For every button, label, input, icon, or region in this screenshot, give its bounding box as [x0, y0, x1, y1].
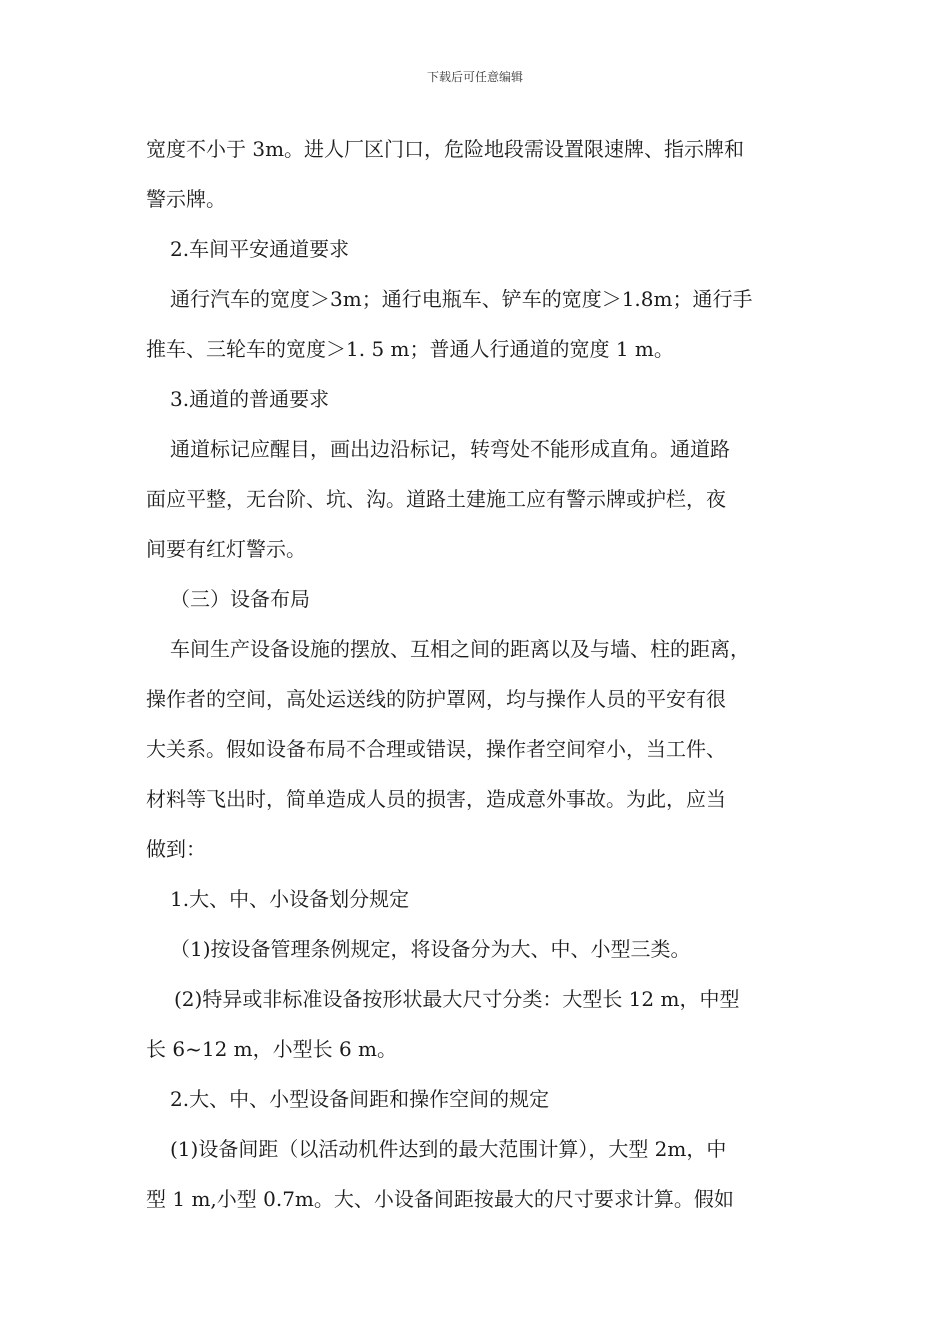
body-line: 大关系。假如设备布局不合理或错误，操作者空间窄小，当工件、: [146, 737, 726, 761]
section-heading: 3.通道的普通要求: [170, 387, 330, 411]
body-line: 操作者的空间，高处运送线的防护罩网，均与操作人员的平安有很: [146, 687, 726, 711]
body-line: 警示牌。: [146, 187, 226, 211]
body-line: 材料等飞出时，简单造成人员的损害，造成意外事故。为此，应当: [146, 787, 726, 811]
body-line: 长 6~12 m，小型长 6 m。: [146, 1037, 398, 1061]
body-line: 车间生产设备设施的摆放、互相之间的距离以及与墙、柱的距离，: [170, 637, 750, 661]
document-body: [146, 130, 826, 1230]
body-line: 通行汽车的宽度＞3m；通行电瓶车、铲车的宽度＞1.8m；通行手: [170, 287, 753, 311]
body-line: 型 1 m,小型 0.7m。大、小设备间距按最大的尺寸要求计算。假如: [146, 1187, 734, 1211]
body-line: 宽度不小于 3m。进人厂区门口，危险地段需设置限速牌、指示牌和: [146, 137, 745, 161]
body-line: 面应平整，无台阶、坑、沟。道路土建施工应有警示牌或护栏，夜: [146, 487, 726, 511]
body-line: (1)设备间距（以活动机件达到的最大范围计算），大型 2m，中: [170, 1137, 727, 1161]
section-heading: （三）设备布局: [170, 587, 310, 611]
body-line: （1)按设备管理条例规定，将设备分为大、中、小型三类。: [170, 937, 691, 961]
section-heading: 2.车间平安通道要求: [170, 237, 350, 261]
section-heading: 1.大、中、小设备划分规定: [170, 887, 410, 911]
page-header: 下载后可任意编辑: [426, 70, 523, 84]
body-line: 间要有红灯警示。: [146, 537, 306, 561]
body-line: 通道标记应醒目，画出边沿标记，转弯处不能形成直角。通道路: [170, 437, 730, 461]
section-heading: 2.大、中、小型设备间距和操作空间的规定: [170, 1087, 550, 1111]
body-line: 推车、三轮车的宽度＞1. 5 m；普通人行通道的宽度 1 m。: [146, 337, 674, 361]
body-line: 做到：: [146, 837, 206, 861]
body-line: (2)特异或非标准设备按形状最大尺寸分类：大型长 12 m，中型: [174, 987, 740, 1011]
